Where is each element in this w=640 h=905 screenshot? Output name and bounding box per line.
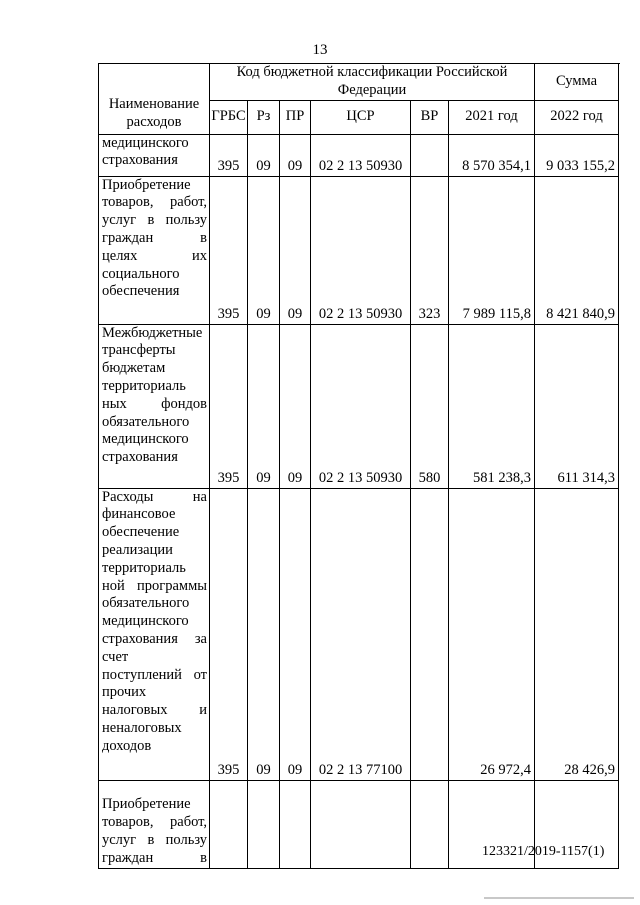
cell-y2022: 8 421 840,9 [535,176,619,324]
header-2022: 2022 год [535,100,619,134]
header-code-group: Код бюджетной классификации Российской Федерации [210,64,535,101]
row-name-line: обязательного [102,413,190,430]
cell-grbs: 395 [210,324,248,488]
row-name-line: страхования [102,449,178,466]
cell-rz [248,780,280,868]
cell-vr: 323 [411,176,449,324]
cell-y2021: 8 570 354,1 [449,134,535,176]
row-name-line: поступлений от [102,666,207,683]
row-name-line: медицинского [102,613,189,630]
row-name [99,488,210,780]
row-name-line: прочих [102,684,147,701]
row-name-line: неналоговых [102,719,182,736]
row-name-line: медицинского [102,431,189,448]
cell-csr: 02 2 13 50930 [311,324,411,488]
header-rz: Рз [248,100,280,134]
document-code: 123321/2019-1157(1) [482,844,605,859]
row-name-line: обеспечения [102,283,180,300]
row-name-line: трансферты [102,342,176,359]
cell-pr: 09 [280,324,311,488]
budget-table [98,63,619,869]
row-name-line: услуг в пользу [102,212,207,229]
row-name-line: реализации [102,541,173,558]
row-name-line: налоговых и [102,702,207,719]
cell-grbs: 395 [210,488,248,780]
row-name-line: обязательного [102,595,190,612]
row-name-line: граждан в [102,229,207,246]
cell-y2022: 9 033 155,2 [535,134,619,176]
row-name-line: Межбюджетные [102,324,203,341]
table-row [99,134,619,176]
header-grbs: ГРБС [210,100,248,134]
row-name-line: доходов [102,737,152,754]
cell-vr [411,780,449,868]
cell-grbs [210,780,248,868]
row-name-line: Расходы на [102,488,207,505]
row-name-line: целях их [102,247,207,264]
cell-y2021: 26 972,4 [449,488,535,780]
cell-csr [311,780,411,868]
cell-y2022: 611 314,3 [535,324,619,488]
cell-y2022: 28 426,9 [535,488,619,780]
row-name [99,780,210,868]
table-row [99,176,619,324]
row-name-line: товаров, работ, [102,194,207,211]
table-row [99,488,619,780]
cell-vr [411,134,449,176]
cell-rz: 09 [248,176,280,324]
page-number: 13 [312,42,328,58]
header-name: Наименование расходов [99,64,210,135]
table-row [99,324,619,488]
row-name-line: территориаль [102,559,186,576]
header-sum-group: Сумма [535,64,619,101]
cell-csr: 02 2 13 50930 [311,176,411,324]
row-name-line: Приобретение [102,796,191,813]
row-name-line: социального [102,265,180,282]
cell-rz: 09 [248,324,280,488]
row-name [99,134,210,176]
row-name-line: финансовое [102,506,176,523]
header-csr: ЦСР [311,100,411,134]
row-name-line: обеспечение [102,524,180,541]
row-name-line: товаров, работ, [102,814,207,831]
cell-pr [280,780,311,868]
row-name-line: ной программы [102,577,207,594]
cell-rz: 09 [248,134,280,176]
row-name-line: Приобретение [102,176,191,193]
cell-csr: 02 2 13 50930 [311,134,411,176]
cell-pr: 09 [280,488,311,780]
cell-vr [411,488,449,780]
row-name-line: услуг в пользу [102,832,207,848]
row-name-line: территориаль [102,377,186,394]
header-2021: 2021 год [449,100,535,134]
cell-pr: 09 [280,176,311,324]
row-name-line: ных фондов [102,395,207,412]
cell-csr: 02 2 13 77100 [311,488,411,780]
row-name [99,324,210,488]
cell-grbs: 395 [210,134,248,176]
row-name-line: счет [102,648,129,665]
row-name-line: страхования за [102,630,207,647]
cell-rz: 09 [248,488,280,780]
cell-vr: 580 [411,324,449,488]
row-name-line: медицинского [102,134,189,151]
cell-y2021: 581 238,3 [449,324,535,488]
header-vr: ВР [411,100,449,134]
row-name-line: бюджетам [102,360,166,377]
row-name [99,176,210,324]
row-name-line: граждан в [102,849,207,866]
row-name-line: страхования [102,152,178,169]
cell-pr: 09 [280,134,311,176]
scan-edge-mark [484,897,634,899]
header-pr: ПР [280,100,311,134]
cell-grbs: 395 [210,176,248,324]
cell-y2021: 7 989 115,8 [449,176,535,324]
